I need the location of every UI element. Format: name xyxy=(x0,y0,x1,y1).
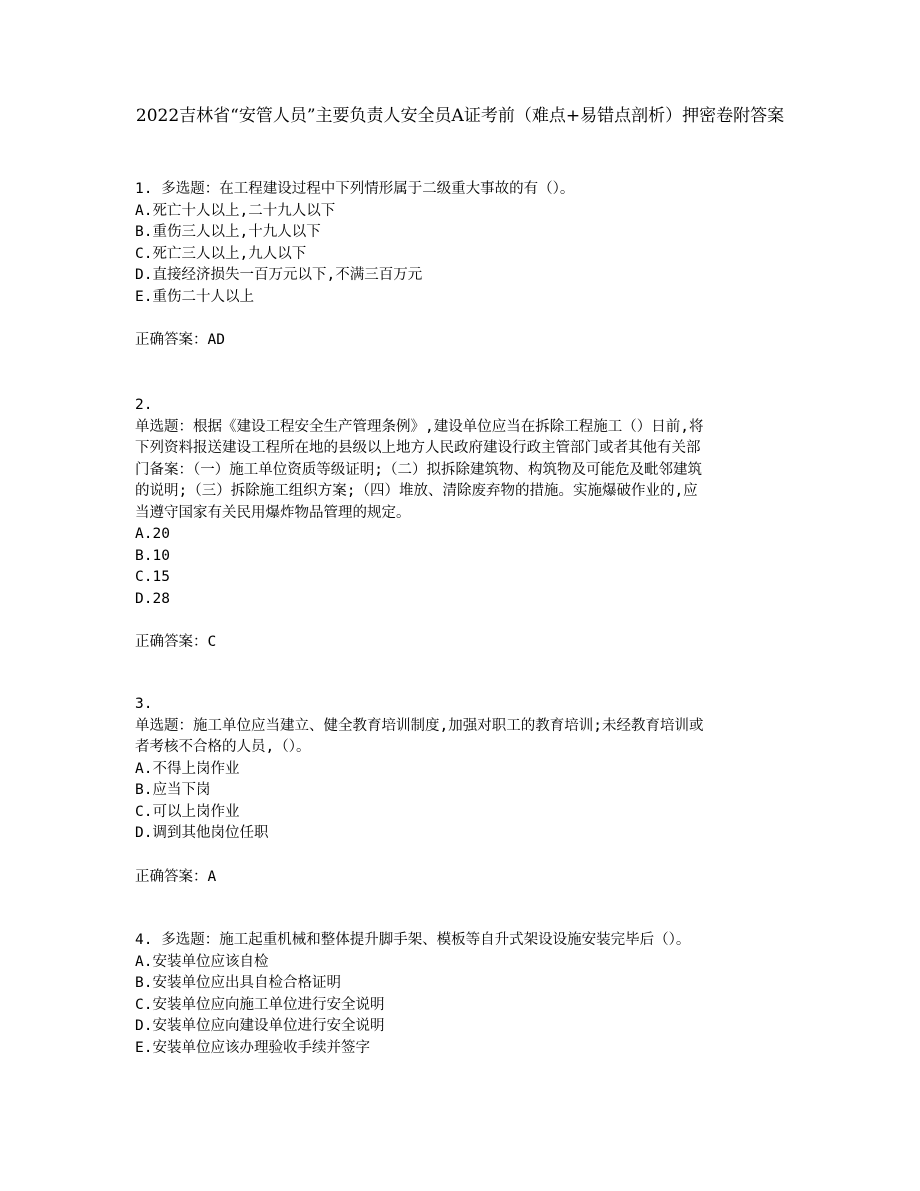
option-b: B.重伤三人以上,十九人以下 xyxy=(135,224,321,240)
question-2 xyxy=(135,395,795,654)
question-3 xyxy=(135,694,795,888)
option-b: B.10 xyxy=(135,547,170,564)
option-b: B.安装单位应出具自检合格证明 xyxy=(135,975,341,991)
question-stem-line: 者考核不合格的人员,（）。 xyxy=(135,739,311,755)
question-number: 3. xyxy=(135,696,153,712)
option-c: C.可以上岗作业 xyxy=(135,803,240,820)
correct-answer: 正确答案：AD xyxy=(135,332,225,348)
option-e: E.重伤二十人以上 xyxy=(135,288,254,305)
question-stem-line: 单选题：根据《建设工程安全生产管理条例》,建设单位应当在拆除工程施工（）日前,将 xyxy=(135,418,704,435)
question-stem-line: 门备案：（一）施工单位资质等级证明;（二）拟拆除建筑物、构筑物及可能危及毗邻建筑 xyxy=(135,461,702,478)
question-stem: 1. 多选题：在工程建设过程中下列情形属于二级重大事故的有（）。 xyxy=(135,181,575,197)
option-b: B.应当下岗 xyxy=(135,782,211,798)
question-stem-line: 当遵守国家有关民用爆炸物品管理的规定。 xyxy=(135,504,411,521)
option-a: A.安装单位应该自检 xyxy=(135,953,269,970)
option-e: E.安装单位应该办理验收手续并签字 xyxy=(135,1039,370,1056)
question-stem: 4. 多选题：施工起重机械和整体提升脚手架、模板等自升式架设设施安装完毕后（）。 xyxy=(135,932,691,948)
option-d: D.调到其他岗位任职 xyxy=(135,825,269,841)
option-c: C.15 xyxy=(135,569,170,585)
option-d: D.直接经济损失一百万元以下,不满三百万元 xyxy=(135,267,423,283)
option-d: D.28 xyxy=(135,590,170,607)
option-a: A.不得上岗作业 xyxy=(135,760,240,777)
question-number: 2. xyxy=(135,397,153,413)
option-a: A.死亡十人以上,二十九人以下 xyxy=(135,202,336,219)
option-c: C.死亡三人以上,九人以下 xyxy=(135,245,307,262)
question-stem-line: 单选题：施工单位应当建立、健全教育培训制度,加强对职工的教育培训;未经教育培训或 xyxy=(135,717,704,734)
question-1 xyxy=(135,179,795,352)
question-stem-line: 下列资料报送建设工程所在地的县级以上地方人民政府建设行政主管部门或者其他有关部 xyxy=(135,440,701,456)
correct-answer: 正确答案：C xyxy=(135,634,217,650)
option-d: D.安装单位应向建设单位进行安全说明 xyxy=(135,1018,385,1034)
correct-answer: 正确答案：A xyxy=(135,868,217,885)
document-title: 2022吉林省“安管人员”主要负责人安全员A证考前（难点+易错点剖析）押密卷附答案 xyxy=(135,106,785,126)
option-c: C.安装单位应向施工单位进行安全说明 xyxy=(135,996,385,1013)
option-a: A.20 xyxy=(135,526,170,542)
question-stem-line: 的说明;（三）拆除施工组织方案;（四）堆放、清除废弃物的措施。实施爆破作业的,应 xyxy=(135,483,698,499)
question-4 xyxy=(135,930,795,1059)
